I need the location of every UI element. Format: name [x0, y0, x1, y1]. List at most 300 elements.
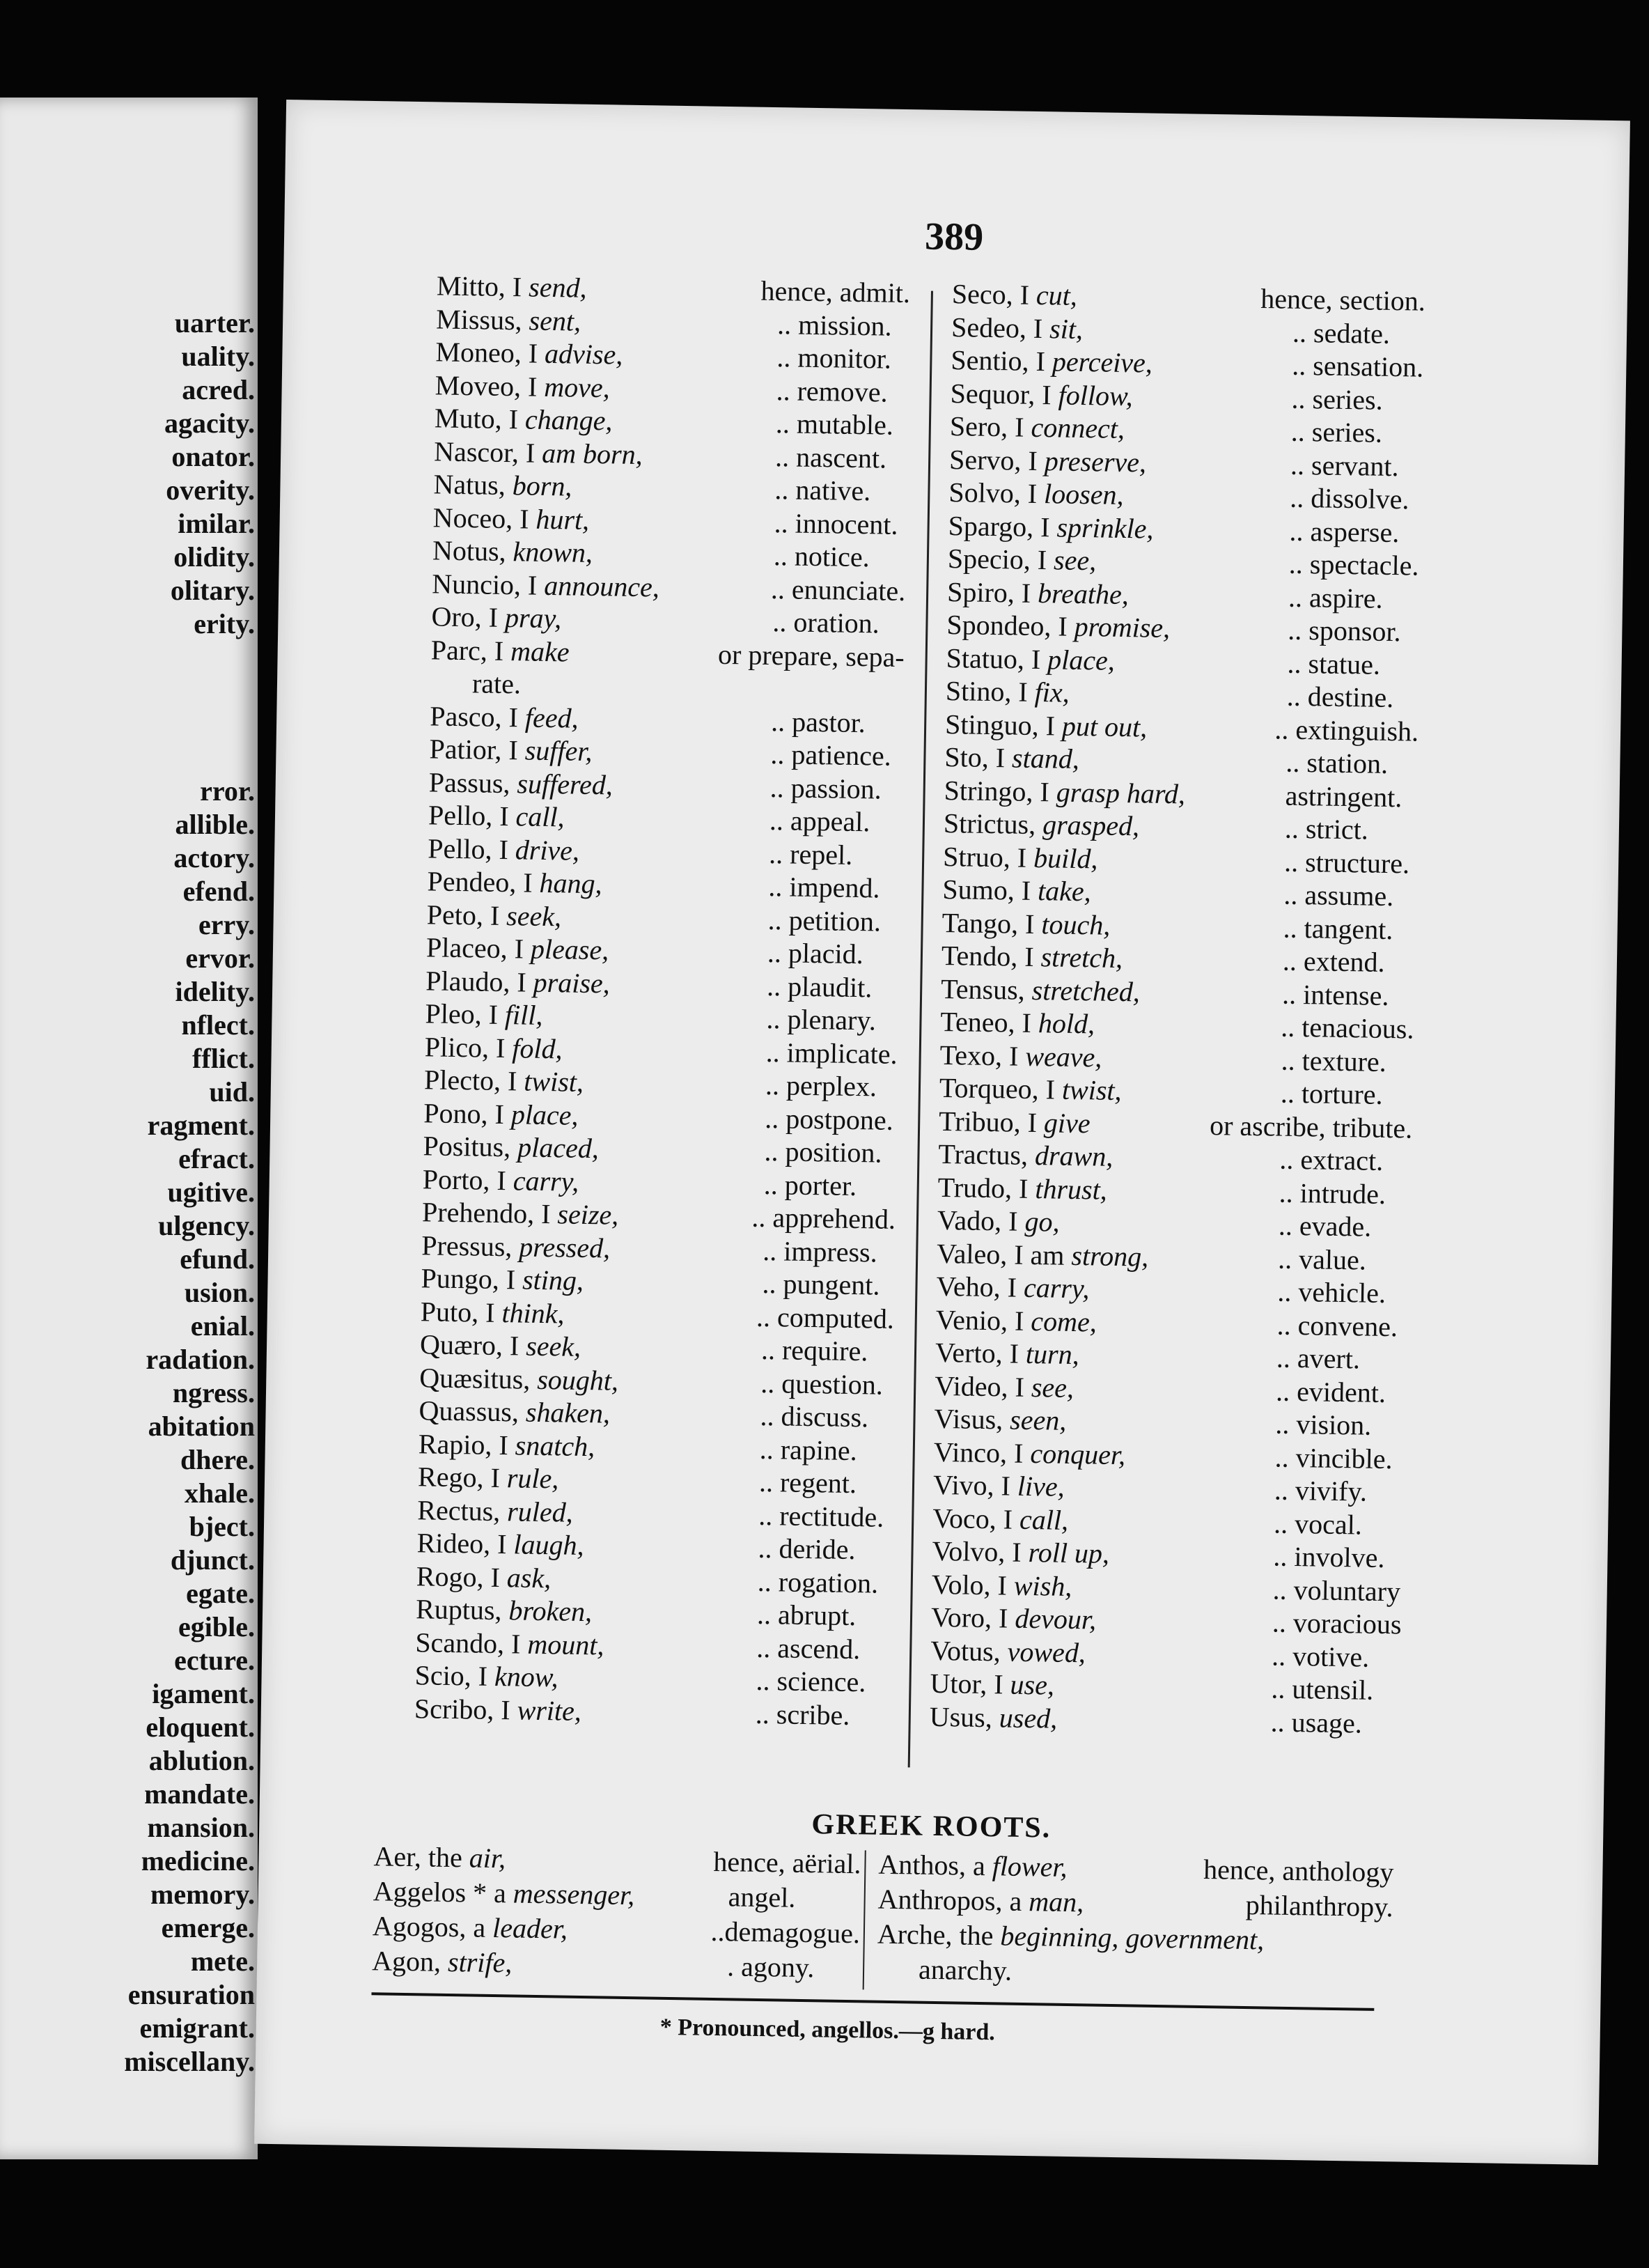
- root-meaning: sent,: [529, 304, 581, 337]
- derived-word: .. innocent.: [774, 506, 898, 541]
- derived-word: .. question.: [760, 1367, 884, 1401]
- root-word: Mitto, I send,: [436, 270, 587, 304]
- derived-word: .. ascend.: [756, 1631, 861, 1665]
- derived-word: .. pastor.: [770, 705, 866, 738]
- root-word: Arche, the beginning, government,: [877, 1918, 1265, 1956]
- derived-word: .. repel.: [768, 837, 853, 871]
- root-word: Voro, I devour,: [930, 1601, 1097, 1636]
- derived-word: .. vision.: [1275, 1408, 1372, 1441]
- root-word: Statuo, I place,: [946, 642, 1116, 676]
- derived-word: .. spectacle.: [1288, 547, 1419, 582]
- root-word: Agon, strife,: [371, 1945, 513, 1979]
- derived-word: .. monitor.: [776, 341, 892, 375]
- left-page-word: nflect.: [181, 1009, 255, 1041]
- left-page-words: [124, 306, 255, 2079]
- left-page-word: agacity.: [164, 407, 255, 439]
- root-meaning: drawn,: [1034, 1140, 1113, 1172]
- root-meaning: rule,: [506, 1462, 559, 1495]
- root-meaning: known,: [513, 536, 593, 569]
- left-page-word: ensuration: [127, 1979, 255, 2010]
- derived-word: .. destine.: [1286, 680, 1394, 714]
- root-meaning: wish,: [1013, 1569, 1072, 1602]
- derived-word: .. statue.: [1287, 647, 1381, 681]
- root-word: Trudo, I thrust,: [937, 1171, 1108, 1206]
- root-meaning: carry,: [513, 1164, 579, 1197]
- derived-word: .. passion.: [769, 771, 882, 805]
- derived-word: .. porter.: [763, 1168, 857, 1202]
- left-page-word: erry.: [198, 909, 255, 940]
- root-meaning: suffer,: [524, 734, 593, 768]
- root-word: Sentio, I perceive,: [951, 344, 1153, 379]
- derived-word: .. perplex.: [765, 1069, 877, 1103]
- root-meaning: ask,: [506, 1561, 552, 1594]
- root-word: Porto, I carry,: [422, 1163, 579, 1197]
- root-word: Parc, I make: [430, 633, 570, 668]
- root-meaning: loosen,: [1043, 478, 1124, 511]
- derived-word: .. vincible.: [1274, 1441, 1393, 1475]
- root-meaning: please,: [530, 933, 609, 966]
- left-page-word: usion.: [184, 1277, 255, 1308]
- derived-word: hence, anthology: [1203, 1854, 1394, 1888]
- derived-word: .. voluntary: [1272, 1574, 1401, 1607]
- root-meaning: weave,: [1025, 1040, 1102, 1073]
- root-word: Pungo, I sting,: [421, 1262, 584, 1296]
- greek-column-divider: [863, 1850, 866, 1989]
- root-word: Prehendo, I seize,: [421, 1196, 619, 1231]
- root-meaning: follow,: [1058, 378, 1134, 412]
- root-meaning: thrust,: [1035, 1172, 1108, 1206]
- root-meaning: hang,: [539, 867, 602, 900]
- derived-word: .. evade.: [1278, 1209, 1372, 1243]
- root-meaning: know,: [494, 1661, 558, 1693]
- derived-word: .. rapine.: [759, 1433, 858, 1466]
- derived-word: .. notice.: [773, 540, 870, 573]
- derived-word: .. deride.: [758, 1532, 856, 1566]
- left-page-word: efund.: [180, 1243, 255, 1275]
- root-word: Pleo, I fill,: [425, 997, 543, 1031]
- derived-word: .. extract.: [1279, 1143, 1384, 1176]
- root-word: Usus, used,: [929, 1700, 1058, 1734]
- derived-word: .. utensil.: [1271, 1672, 1374, 1706]
- root-word: Votus, vowed,: [930, 1634, 1086, 1668]
- left-page-word: olidity.: [173, 541, 255, 573]
- root-meaning: perceive,: [1052, 345, 1153, 379]
- derived-word: astringent.: [1285, 779, 1402, 813]
- root-meaning: used,: [999, 1701, 1058, 1734]
- root-meaning: placed,: [517, 1131, 600, 1165]
- derived-word: angel.: [728, 1881, 796, 1913]
- root-meaning: fill,: [504, 999, 543, 1031]
- root-word: Utor, I use,: [930, 1667, 1055, 1701]
- left-page-fragment: [0, 98, 258, 2159]
- root-word: Pasco, I feed,: [429, 699, 579, 734]
- root-word: Rego, I rule,: [417, 1461, 559, 1495]
- derived-word: .. implicate.: [765, 1036, 898, 1070]
- root-word: Volvo, I roll up,: [932, 1535, 1110, 1569]
- derived-word: .. vivify.: [1274, 1474, 1368, 1507]
- left-page-word: eloquent.: [146, 1711, 255, 1743]
- root-word: Servo, I preserve,: [948, 443, 1147, 478]
- root-meaning: drive,: [515, 833, 580, 867]
- root-meaning: snatch,: [515, 1429, 595, 1462]
- root-meaning: sting,: [522, 1264, 584, 1296]
- derived-word: .. tenacious.: [1281, 1011, 1414, 1045]
- root-word: Rectus, ruled,: [417, 1493, 574, 1528]
- root-meaning: turn,: [1025, 1337, 1080, 1371]
- root-word: Solvo, I loosen,: [948, 476, 1124, 511]
- derived-word: [1264, 1923, 1397, 1959]
- greek-roots-right-column: [877, 1847, 1394, 1995]
- derived-word: .. mutable.: [775, 407, 894, 441]
- root-word: Moneo, I advise,: [435, 336, 623, 371]
- derived-word: .. extend.: [1282, 945, 1385, 978]
- root-word: Stringo, I grasp hard,: [944, 774, 1186, 809]
- left-page-word: uality.: [181, 341, 255, 372]
- root-meaning: devour,: [1015, 1602, 1097, 1636]
- derived-word: .. native.: [774, 474, 871, 507]
- derived-word: .. impend.: [768, 871, 880, 904]
- root-word: Plaudo, I praise,: [425, 964, 611, 999]
- root-word: Quæro, I seek,: [419, 1328, 581, 1362]
- derived-word: .. remove.: [776, 374, 888, 408]
- root-word: Venio, I come,: [935, 1303, 1097, 1338]
- root-word: Vado, I go,: [937, 1204, 1060, 1238]
- left-page-word: rror.: [200, 775, 255, 807]
- root-meaning: seen,: [1009, 1404, 1067, 1436]
- root-word: Valeo, I am strong,: [936, 1237, 1149, 1273]
- root-meaning: build,: [1033, 841, 1098, 874]
- root-word: Vivo, I live,: [932, 1468, 1065, 1502]
- root-word: Passus, suffered,: [428, 766, 614, 801]
- derived-word: [1260, 1957, 1393, 1994]
- left-page-word: efend.: [182, 876, 255, 907]
- root-meaning: born,: [512, 469, 572, 502]
- root-word: Sto, I stand,: [944, 740, 1080, 775]
- left-page-word: mansion.: [147, 1812, 255, 1843]
- root-word: Patior, I suffer,: [429, 733, 593, 768]
- root-word: Scribo, I write,: [414, 1692, 582, 1727]
- root-word: Scando, I mount,: [415, 1626, 604, 1661]
- root-meaning: connect,: [1031, 411, 1125, 444]
- derived-word: .. oration.: [772, 606, 880, 639]
- greek-roots-left-column: [372, 1839, 861, 1986]
- left-page-word: egate.: [186, 1578, 255, 1609]
- left-page-word: imilar.: [178, 508, 255, 539]
- left-page-word: ecture.: [174, 1645, 255, 1676]
- root-word: Tensus, stretched,: [940, 972, 1141, 1007]
- derived-word: . agony.: [726, 1950, 815, 1984]
- root-meaning: write,: [517, 1694, 582, 1727]
- left-page-word: [124, 741, 255, 775]
- root-meaning: sought,: [536, 1363, 619, 1397]
- derived-word: .. strict.: [1284, 812, 1369, 846]
- root-word: Visus, seen,: [934, 1402, 1067, 1436]
- root-word: Pressus, pressed,: [421, 1229, 611, 1264]
- left-page-word: erity.: [194, 608, 255, 639]
- root-meaning: announce,: [543, 569, 660, 603]
- derived-word: .. plenary.: [766, 1003, 877, 1036]
- root-word: Scio, I know,: [414, 1659, 558, 1693]
- root-word: Stino, I fix,: [945, 675, 1070, 708]
- root-meaning: send,: [528, 271, 587, 304]
- left-page-word: ugitive.: [167, 1176, 255, 1208]
- root-word: Noceo, I hurt,: [432, 501, 590, 536]
- left-page-word: acred.: [182, 374, 255, 405]
- root-word: rate.: [471, 667, 522, 700]
- derived-word: hence, aërial.: [713, 1845, 861, 1880]
- root-entry: [877, 1952, 1393, 1995]
- root-meaning: grasped,: [1042, 809, 1140, 842]
- root-meaning: strife,: [447, 1945, 513, 1979]
- left-page-word: dhere.: [180, 1444, 255, 1475]
- derived-word: .. intense.: [1281, 978, 1389, 1011]
- root-meaning: sprinkle,: [1056, 511, 1154, 545]
- derived-word: .. placid.: [767, 937, 864, 970]
- derived-word: .. aspire.: [1288, 581, 1383, 614]
- footnote-rule: [371, 1992, 1374, 2011]
- left-page-word: efract.: [178, 1143, 255, 1174]
- root-word: Pono, I place,: [423, 1096, 579, 1131]
- derived-word: .. enunciate.: [770, 573, 906, 607]
- root-meaning: touch,: [1041, 908, 1111, 941]
- root-meaning: use,: [1010, 1668, 1055, 1701]
- root-word: Verto, I turn,: [935, 1336, 1080, 1371]
- root-word: Notus, known,: [432, 534, 593, 569]
- root-meaning: hurt,: [536, 503, 590, 536]
- root-meaning: air,: [469, 1842, 506, 1874]
- left-page-word: xhale.: [184, 1477, 255, 1509]
- left-page-word: medicine.: [141, 1845, 255, 1877]
- root-word: Texo, I weave,: [939, 1039, 1102, 1073]
- root-word: Pello, I call,: [428, 799, 565, 833]
- left-page-word: idelity.: [175, 976, 255, 1007]
- root-meaning: stretch,: [1040, 941, 1123, 974]
- derived-word: .. require.: [760, 1333, 868, 1367]
- root-meaning: stand,: [1011, 742, 1080, 775]
- root-word: Aer, the air,: [373, 1840, 506, 1874]
- derived-word: .. sensation.: [1292, 349, 1424, 383]
- root-word: Placeo, I please,: [425, 931, 609, 966]
- root-word: anarchy.: [918, 1953, 1013, 1987]
- left-page-word: [124, 674, 255, 708]
- root-word: Nuncio, I announce,: [431, 567, 660, 603]
- derived-word: .. rectitude.: [758, 1499, 884, 1533]
- root-entry: [414, 1692, 889, 1732]
- left-page-word: ulgency.: [158, 1210, 255, 1241]
- derived-word: .. evident.: [1275, 1375, 1386, 1408]
- root-meaning: go,: [1024, 1205, 1060, 1238]
- left-page-word: igament.: [152, 1678, 255, 1709]
- derived-word: .. sponsor.: [1288, 614, 1401, 648]
- latin-roots-right-column: [929, 277, 1425, 1740]
- derived-word: hence, admit.: [760, 274, 911, 309]
- root-word: Muto, I change,: [434, 402, 613, 437]
- left-page-word: emerge.: [161, 1912, 255, 1943]
- root-meaning: change,: [524, 403, 613, 437]
- root-word: Puto, I think,: [420, 1295, 565, 1330]
- derived-word: .. abrupt.: [756, 1598, 857, 1632]
- root-word: Nascor, I am born,: [433, 435, 643, 470]
- root-word: Sequor, I follow,: [950, 377, 1134, 412]
- root-meaning: sit,: [1049, 312, 1084, 345]
- derived-word: .. series.: [1290, 415, 1383, 449]
- root-meaning: roll up,: [1028, 1537, 1110, 1569]
- root-meaning: twist,: [524, 1065, 584, 1098]
- root-word: Rapio, I snatch,: [418, 1427, 595, 1462]
- root-meaning: seek,: [525, 1330, 581, 1362]
- root-word: Anthropos, a man,: [877, 1883, 1084, 1918]
- root-meaning: fix,: [1034, 676, 1070, 708]
- book-page: [254, 100, 1630, 2165]
- derived-word: or prepare, sepa-: [717, 638, 905, 673]
- root-word: Tango, I touch,: [941, 906, 1111, 941]
- root-word: Tendo, I stretch,: [941, 939, 1123, 974]
- root-meaning: preserve,: [1044, 444, 1147, 478]
- derived-word: .. appeal.: [769, 805, 870, 838]
- left-page-word: djunct.: [170, 1544, 255, 1576]
- root-word: Natus, born,: [433, 468, 572, 502]
- root-meaning: see,: [1053, 544, 1097, 577]
- derived-word: .. plaudit.: [766, 970, 873, 1003]
- left-page-word: miscellany.: [124, 2046, 255, 2077]
- root-meaning: live,: [1017, 1470, 1065, 1502]
- root-meaning: breathe,: [1037, 577, 1130, 610]
- root-word: Rideo, I laugh,: [416, 1527, 584, 1561]
- left-page-word: bject.: [189, 1511, 255, 1542]
- root-meaning: advise,: [544, 337, 623, 371]
- derived-word: .. texture.: [1281, 1044, 1387, 1078]
- root-word: Video, I see,: [934, 1369, 1074, 1404]
- derived-word: .. vocal.: [1273, 1507, 1363, 1541]
- derived-word: .. series.: [1291, 382, 1384, 416]
- root-meaning: suffered,: [517, 767, 614, 801]
- left-page-word: ragment.: [147, 1110, 255, 1141]
- root-meaning: carry,: [1023, 1271, 1090, 1305]
- derived-word: .. discuss.: [760, 1399, 869, 1434]
- derived-word: .. rogation.: [757, 1565, 879, 1599]
- root-meaning: conquer,: [1030, 1437, 1126, 1470]
- root-word: Seco, I cut,: [951, 278, 1078, 311]
- root-meaning: give: [1043, 1106, 1091, 1139]
- root-meaning: call,: [515, 800, 565, 833]
- derived-word: .. petition.: [767, 903, 882, 938]
- root-word: Veho, I carry,: [936, 1270, 1090, 1305]
- root-meaning: mount,: [527, 1628, 604, 1661]
- root-meaning: seek,: [506, 899, 562, 932]
- root-word: Struo, I build,: [942, 840, 1098, 874]
- root-meaning: place,: [510, 1098, 579, 1131]
- root-word: Stinguo, I put out,: [944, 708, 1148, 743]
- derived-word: ..demagogue.: [710, 1915, 861, 1950]
- root-meaning: twist,: [1061, 1073, 1122, 1107]
- derived-word: .. voracious: [1272, 1606, 1402, 1640]
- left-page-word: ngress.: [172, 1377, 255, 1408]
- derived-word: .. impress.: [762, 1234, 878, 1268]
- root-meaning: am born,: [541, 437, 643, 470]
- root-word: Tribuo, I give: [938, 1105, 1091, 1139]
- page-number: 389: [924, 215, 984, 259]
- derived-word: .. postpone.: [764, 1102, 894, 1136]
- derived-word: .. station.: [1285, 746, 1389, 779]
- root-word: Specio, I see,: [947, 543, 1097, 577]
- derived-word: .. extinguish.: [1274, 713, 1419, 747]
- root-meaning: messenger,: [513, 1877, 635, 1911]
- root-meaning: fold,: [512, 1032, 563, 1064]
- root-word: Tractus, drawn,: [938, 1137, 1113, 1172]
- root-word: Sero, I connect,: [949, 410, 1125, 444]
- root-meaning: shaken,: [525, 1396, 611, 1429]
- left-page-word: fflict.: [192, 1043, 255, 1074]
- root-meaning: ruled,: [506, 1495, 574, 1528]
- root-word: Oro, I pray,: [431, 600, 562, 635]
- derived-word: .. nascent.: [774, 440, 887, 474]
- derived-word: .. votive.: [1271, 1640, 1370, 1673]
- root-entry: [372, 1943, 860, 1986]
- root-meaning: pray,: [504, 602, 562, 635]
- root-word: Moveo, I move,: [435, 368, 611, 403]
- left-page-word: egible.: [178, 1611, 255, 1642]
- root-meaning: laugh,: [513, 1528, 584, 1561]
- derived-word: .. vehicle.: [1277, 1275, 1386, 1310]
- derived-word: [772, 671, 905, 706]
- root-meaning: stretched,: [1031, 974, 1141, 1007]
- root-meaning: grasp hard,: [1056, 776, 1186, 809]
- left-page-word: overity.: [166, 474, 255, 506]
- root-word: Quæsitus, sought,: [419, 1361, 619, 1397]
- root-word: Sumo, I take,: [942, 873, 1092, 908]
- root-meaning: beginning, government,: [1000, 1920, 1265, 1956]
- root-word: Sedeo, I sit,: [951, 311, 1084, 345]
- root-word: Positus, placed,: [423, 1130, 600, 1165]
- derived-word: or ascribe, tribute.: [1209, 1109, 1413, 1144]
- root-word: Torqueo, I twist,: [939, 1071, 1122, 1107]
- root-word: Volo, I wish,: [931, 1568, 1072, 1602]
- column-divider: [908, 291, 933, 1768]
- derived-word: .. assume.: [1283, 878, 1394, 912]
- root-word: Anthos, a flower,: [878, 1848, 1068, 1883]
- derived-word: .. dissolve.: [1290, 481, 1409, 515]
- root-meaning: pressed,: [519, 1230, 611, 1264]
- root-meaning: strong,: [1071, 1239, 1149, 1273]
- root-entry: [929, 1700, 1403, 1740]
- derived-word: .. intrude.: [1279, 1176, 1386, 1210]
- root-meaning: put out,: [1061, 710, 1148, 743]
- derived-word: .. convene.: [1276, 1309, 1398, 1342]
- root-meaning: flower,: [992, 1850, 1068, 1883]
- root-word: Aggelos * a messenger,: [373, 1875, 635, 1911]
- derived-word: .. patience.: [770, 738, 892, 772]
- root-word: Teneo, I hold,: [940, 1005, 1095, 1040]
- derived-word: .. involve.: [1273, 1540, 1385, 1574]
- left-page-word: onator.: [171, 441, 255, 472]
- derived-word: philanthropy.: [1245, 1888, 1393, 1923]
- left-page-word: ervor.: [185, 942, 255, 974]
- derived-word: .. sedate.: [1292, 316, 1391, 350]
- derived-word: .. scribe.: [755, 1698, 850, 1731]
- root-word: Spiro, I breathe,: [946, 575, 1130, 610]
- root-word: Vinco, I conquer,: [933, 1436, 1126, 1470]
- derived-word: .. structure.: [1283, 846, 1410, 879]
- left-page-word: [124, 708, 255, 741]
- root-word: Pello, I drive,: [427, 832, 580, 867]
- root-word: Agogos, a leader,: [372, 1910, 568, 1945]
- derived-word: .. avert.: [1276, 1342, 1361, 1375]
- derived-word: .. science.: [756, 1664, 866, 1698]
- left-page-word: allible.: [175, 809, 255, 840]
- derived-word: .. mission.: [776, 308, 893, 342]
- derived-word: .. apprehend.: [751, 1201, 896, 1235]
- root-meaning: make: [510, 635, 570, 668]
